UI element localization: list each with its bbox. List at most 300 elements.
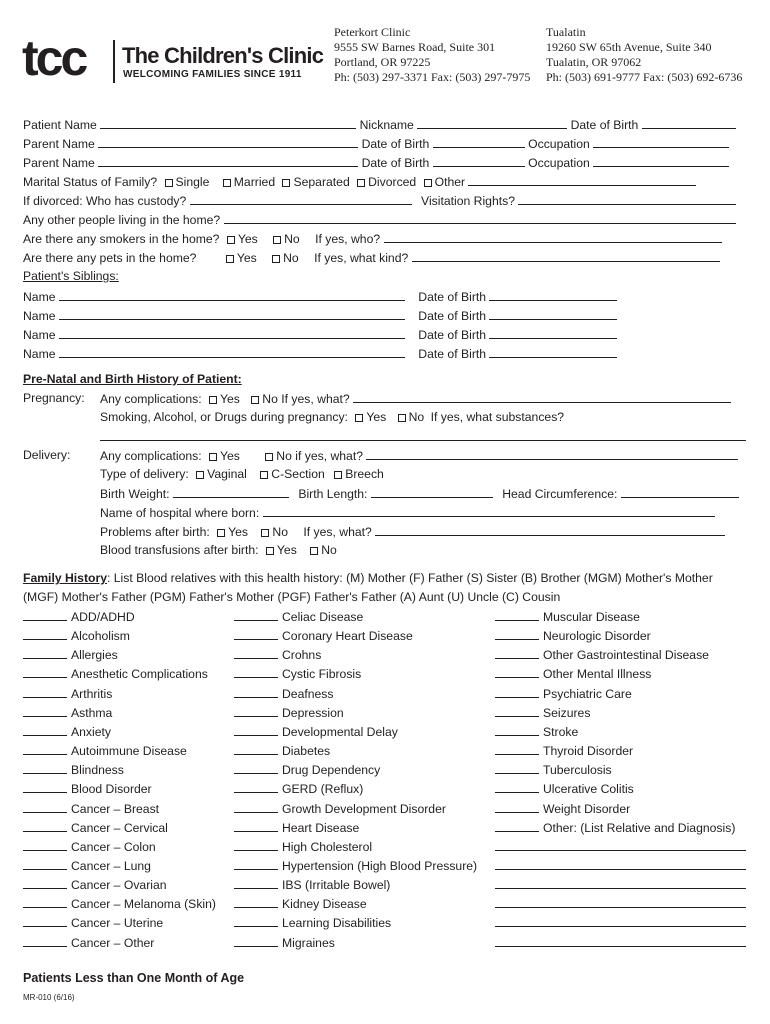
condition-label: Cancer – Uterine [71,916,164,931]
family-history-item [23,706,112,719]
marital-status-row [23,175,696,188]
c-section-label: C-Section [271,467,325,481]
family-history-item [234,648,321,661]
pregnancy-yes-checkbox[interactable] [209,396,217,404]
condition-label: Cancer – Other [71,935,155,950]
smokers-row [23,232,722,245]
custody-row [23,194,736,207]
delivery-no-checkbox[interactable] [265,453,273,461]
relative-field[interactable] [23,725,67,736]
relative-field[interactable] [23,648,67,659]
condition-label: Cancer – Cervical [71,820,168,835]
relative-field[interactable] [23,629,67,640]
condition-label: Tuberculosis [543,763,612,778]
transfusions-no-checkbox[interactable] [310,547,318,555]
family-history-item [23,763,124,776]
family-history-item [234,916,391,929]
relative-field[interactable] [495,744,539,755]
relative-field[interactable] [234,629,278,640]
relative-field[interactable] [234,878,278,889]
family-history-item [23,744,187,757]
condition-label: Migraines [282,935,335,950]
family-history-item [234,763,380,776]
condition-label: Ulcerative Colitis [543,782,634,797]
smokers-label: Are there any smokers in the home? [23,232,220,246]
family-history-item [23,821,168,834]
parent2-occupation-field[interactable] [593,156,729,167]
condition-label: Allergies [71,648,118,663]
delivery-type-label: Type of delivery: [100,467,189,481]
head-circ-field[interactable] [621,487,739,498]
family-history-item [234,840,372,853]
hospital-label: Name of hospital where born: [100,506,260,520]
family-history-item [234,725,398,738]
condition-label: Drug Dependency [282,763,381,778]
family-history-item [234,782,363,795]
transfusions-no-label: No [321,543,337,557]
sibling-row [23,347,617,360]
condition-label: Other: (List Relative and Diagnosis) [543,820,736,835]
family-history-item [23,610,135,623]
condition-label: Asthma [71,705,113,720]
relative-field[interactable] [23,744,67,755]
family-history-item [23,629,130,642]
condition-label: Deafness [282,686,334,701]
relative-field[interactable] [495,706,539,717]
clinic2-address1: 19260 SW 65th Avenue, Suite 340 [546,40,712,54]
condition-label: Cancer – Ovarian [71,878,167,893]
relative-field[interactable] [495,763,539,774]
delivery-complications-field[interactable] [366,449,738,460]
other-checkbox[interactable] [424,179,432,187]
single-label: Single [175,175,210,189]
sibling-dob-field[interactable] [489,347,617,358]
sibling-dob-field[interactable] [489,309,617,320]
condition-label: Kidney Disease [282,897,367,912]
smokers-yes-checkbox[interactable] [227,236,235,244]
condition-label: Seizures [543,705,591,720]
single-checkbox[interactable] [165,179,173,187]
clinic1-address2: Portland, OR 97225 [334,55,431,69]
sibling-name-field[interactable] [59,290,405,301]
relative-field[interactable] [234,936,278,947]
clinic1-address1: 9555 SW Barnes Road, Suite 301 [334,40,496,54]
transfusions-yes-label: Yes [276,543,297,557]
condition-label: Cancer – Breast [71,801,160,816]
relative-field[interactable] [234,648,278,659]
problems-yes-label: Yes [228,525,249,539]
smokers-no-checkbox[interactable] [273,236,281,244]
pregnancy-label: Pregnancy: [23,391,85,405]
parent-name-label: Parent Name [23,156,95,170]
sibling-dob-label: Date of Birth [418,347,487,361]
family-history-item [495,667,651,680]
substances-field[interactable] [100,430,746,441]
clinic2-address2: Tualatin, OR 97062 [546,55,642,69]
sibling-dob-label: Date of Birth [418,290,487,304]
family-history-intro [23,572,713,584]
clinic2-name: Tualatin [546,25,586,39]
condition-label: Cancer – Lung [71,858,151,873]
condition-label: Learning Disabilities [282,916,392,931]
other-diagnosis-line[interactable] [495,859,746,870]
sibling-name-field[interactable] [59,328,405,339]
other-people-row [23,213,736,226]
sibling-dob-field[interactable] [489,290,617,301]
condition-label: Growth Development Disorder [282,801,446,816]
family-history-item [495,802,630,815]
smokers-who-field[interactable] [384,232,722,243]
sibling-row [23,328,617,341]
condition-label: Arthritis [71,686,113,701]
patient-name-field[interactable] [100,118,356,129]
substances-row [100,411,564,423]
parent2-dob-label: Date of Birth [361,156,430,170]
family-history-item [234,821,359,834]
relative-field[interactable] [234,859,278,870]
condition-label: Anxiety [71,724,111,739]
relative-field[interactable] [495,802,539,813]
family-history-item [23,648,118,661]
sibling-name-field[interactable] [59,347,405,358]
family-history-item [495,763,612,776]
family-history-item [23,725,111,738]
relative-field[interactable] [234,763,278,774]
parent1-dob-field[interactable] [433,137,525,148]
family-history-item [23,802,159,815]
logo-divider [113,40,115,83]
parent2-dob-field[interactable] [433,156,525,167]
condition-label: Diabetes [282,744,331,759]
dob-label: Date of Birth [570,118,639,132]
other-field[interactable] [468,175,696,186]
transfusions-yes-checkbox[interactable] [266,547,274,555]
logo-title: The Children's Clinic [122,43,324,68]
relative-field[interactable] [495,667,539,678]
relative-field[interactable] [234,802,278,813]
condition-label: Autoimmune Disease [71,744,187,759]
substances-yes-label: Yes [366,410,387,424]
family-history-item [234,667,361,680]
condition-label: Depression [282,705,344,720]
relative-field[interactable] [495,782,539,793]
pets-label: Are there any pets in the home? [23,251,197,265]
pregnancy-no-checkbox[interactable] [251,396,259,404]
condition-label: Neurologic Disorder [543,629,651,644]
logo-tagline: WELCOMING FAMILIES SINCE 1911 [123,69,302,80]
condition-label: Developmental Delay [282,724,398,739]
family-history-item [495,782,634,795]
condition-label: Crohns [282,648,322,663]
family-history-item [234,744,330,757]
relative-field[interactable] [234,667,278,678]
relative-field[interactable] [495,687,539,698]
sibling-name-label: Name [23,290,56,304]
substances-yes-checkbox[interactable] [355,414,363,422]
problems-label: Problems after birth: [100,525,210,539]
dob-field[interactable] [642,118,736,129]
condition-label: Muscular Disease [543,610,640,624]
custody-field[interactable] [190,194,412,205]
substances-no-label: No [408,410,425,424]
condition-label: IBS (Irritable Bowel) [282,878,391,893]
vaginal-label: Vaginal [207,467,247,481]
parent2-row [23,156,729,169]
condition-label: Celiac Disease [282,610,364,624]
sibling-dob-label: Date of Birth [418,309,487,323]
condition-label: Coronary Heart Disease [282,629,413,644]
parent1-occupation-field[interactable] [593,137,729,148]
clinic1-phone: Ph: (503) 297-3371 Fax: (503) 297-7975 [334,70,531,84]
family-history-item [23,859,151,872]
relative-field[interactable] [23,610,67,621]
separated-label: Separated [293,175,350,189]
relative-field[interactable] [234,821,278,832]
condition-label: ADD/ADHD [71,610,135,624]
pregnancy-complications-row [100,392,731,405]
relative-field[interactable] [234,725,278,736]
family-history-item [234,706,344,719]
family-history-item [495,821,735,834]
other-label: Other [434,175,466,189]
family-history-item [234,687,334,700]
relative-field[interactable] [234,916,278,927]
condition-label: Alcoholism [71,629,130,644]
condition-label: Psychiatric Care [543,686,632,701]
relative-field[interactable] [23,687,67,698]
parent2-occupation-label: Occupation [528,156,590,170]
clinic2-phone: Ph: (503) 691-9777 Fax: (503) 692-6736 [546,70,743,84]
condition-label: Other Mental Illness [543,667,652,682]
family-history-item [23,916,163,929]
pets-kind-field[interactable] [412,251,720,262]
problems-no-label: No [272,525,288,539]
family-history-item [495,706,590,719]
condition-label: Anesthetic Complications [71,667,208,682]
vaginal-checkbox[interactable] [196,471,204,479]
relative-field[interactable] [23,706,67,717]
relative-field[interactable] [234,610,278,621]
transfusions-row [100,544,337,556]
form-code: MR-010 (6/16) [23,993,75,1002]
relative-field[interactable] [23,821,67,832]
family-history-item [234,936,335,949]
relative-field[interactable] [23,782,67,793]
problems-no-checkbox[interactable] [261,529,269,537]
hospital-field[interactable] [263,506,715,517]
condition-label: Cystic Fibrosis [282,667,362,682]
problems-field[interactable] [375,525,725,536]
newborn-heading: Patients Less than One Month of Age [23,971,245,985]
birth-length-label: Birth Length: [298,487,368,501]
pregnancy-no-label: No If yes, what? [262,392,350,406]
relative-field[interactable] [495,629,539,640]
other-diagnosis-line[interactable] [495,878,746,889]
sibling-name-label: Name [23,347,56,361]
pets-yes-checkbox[interactable] [226,255,234,263]
relative-field[interactable] [495,821,539,832]
condition-label: Cancer – Melanoma (Skin) [71,897,216,912]
delivery-type-row [100,468,384,480]
relative-field[interactable] [23,936,67,947]
relative-field[interactable] [234,840,278,851]
smokers-no-label: No [284,232,300,246]
logo-mark: tcc [22,30,86,86]
family-history-item [23,897,216,910]
pregnancy-complications-field[interactable] [353,392,731,403]
condition-label: Heart Disease [282,820,360,835]
separated-checkbox[interactable] [282,179,290,187]
family-history-intro2: (MGF) Mother's Father (PGM) Father's Mother (PGF) Father's Father (A) Aunt (U) Uncle (C) Cousin [23,590,561,604]
other-people-field[interactable] [224,213,736,224]
pets-no-label: No [283,251,299,265]
c-section-checkbox[interactable] [260,471,268,479]
relative-field[interactable] [234,744,278,755]
head-circ-label: Head Circumference: [502,487,618,501]
relative-field[interactable] [234,782,278,793]
marital-status-label: Marital Status of Family? [23,175,158,189]
relative-field[interactable] [23,859,67,870]
family-history-item [234,859,477,872]
parent1-dob-label: Date of Birth [361,137,430,151]
married-checkbox[interactable] [223,179,231,187]
smokers-yes-label: Yes [237,232,258,246]
hospital-row [100,506,715,519]
smokers-who-label: If yes, who? [315,232,381,246]
custody-label: If divorced: Who has custody? [23,194,187,208]
pets-yes-label: Yes [236,251,257,265]
prenatal-heading: Pre-Natal and Birth History of Patient: [23,372,242,386]
condition-label: GERD (Reflux) [282,782,364,797]
other-people-label: Any other people living in the home? [23,213,221,227]
relative-field[interactable] [495,648,539,659]
problems-what-label: If yes, what? [303,525,372,539]
other-diagnosis-line[interactable] [495,916,746,927]
visitation-field[interactable] [518,194,736,205]
condition-label: Blood Disorder [71,782,152,797]
condition-label: Stroke [543,724,579,739]
problems-yes-checkbox[interactable] [217,529,225,537]
condition-label: Cancer – Colon [71,839,156,854]
nickname-label: Nickname [359,118,414,132]
relative-field[interactable] [23,916,67,927]
birth-weight-field[interactable] [173,487,289,498]
relative-field[interactable] [23,897,67,908]
sibling-row [23,309,617,322]
relative-field[interactable] [23,878,67,889]
delivery-complications-label: Any complications: [100,449,202,463]
family-history-item [23,840,156,853]
delivery-no-label: No if yes, what? [276,449,363,463]
condition-label: Other Gastrointestinal Disease [543,648,709,663]
birth-weight-label: Birth Weight: [100,487,170,501]
transfusions-label: Blood transfusions after birth: [100,543,259,557]
parent1-row [23,137,729,150]
pets-kind-label: If yes, what kind? [314,251,409,265]
family-history-item [495,687,632,700]
family-history-item [234,878,390,891]
divorced-checkbox[interactable] [357,179,365,187]
pregnancy-complications-label: Any complications: [100,392,202,406]
substances-field-row [100,430,746,443]
relative-field[interactable] [23,667,67,678]
sibling-row [23,290,617,303]
married-label: Married [233,175,276,189]
condition-label: Hypertension (High Blood Pressure) [282,858,478,873]
family-history-item [234,629,413,642]
relative-field[interactable] [495,610,539,621]
family-history-heading: Family History [23,571,107,585]
other-diagnosis-line[interactable] [495,897,746,908]
condition-label: High Cholesterol [282,839,373,854]
condition-label: Thyroid Disorder [543,744,634,759]
pets-row [23,251,720,264]
parent-name-label: Parent Name [23,137,95,151]
family-history-item [23,687,112,700]
relative-field[interactable] [23,840,67,851]
relative-field[interactable] [234,687,278,698]
sibling-dob-field[interactable] [489,328,617,339]
pets-no-checkbox[interactable] [272,255,280,263]
nickname-field[interactable] [417,118,567,129]
pregnancy-yes-label: Yes [220,392,240,406]
relative-field[interactable] [23,802,67,813]
clinic1-name: Peterkort Clinic [334,25,411,39]
family-history-item [495,610,640,623]
visitation-label: Visitation Rights? [421,194,515,208]
relative-field[interactable] [234,706,278,717]
family-history-intro-text: : List Blood relatives with this health history: (M) Mother (F) Father (S) Sister (B) Brother (MGM) Mother's Mother [107,571,713,585]
delivery-label: Delivery: [23,448,71,462]
sibling-name-field[interactable] [59,309,405,320]
substances-label: Smoking, Alcohol, or Drugs during pregnancy: [100,410,348,424]
sibling-name-label: Name [23,328,56,342]
parent2-name-field[interactable] [98,156,358,167]
family-history-item [23,878,167,891]
substances-what-label: If yes, what substances? [430,410,565,424]
family-history-item [495,725,578,738]
parent1-name-field[interactable] [98,137,358,148]
relative-field[interactable] [234,897,278,908]
problems-row [100,525,725,538]
relative-field[interactable] [23,763,67,774]
relative-field[interactable] [495,725,539,736]
condition-label: Blindness [71,763,124,778]
delivery-yes-checkbox[interactable] [209,453,217,461]
other-diagnosis-line[interactable] [495,840,746,851]
family-history-item [23,936,154,949]
birth-length-field[interactable] [371,487,493,498]
other-diagnosis-line[interactable] [495,936,746,947]
family-history-item [234,610,363,623]
delivery-complications-row [100,449,738,462]
breech-label: Breech [345,467,384,481]
patient-name-row [23,118,736,131]
sibling-name-label: Name [23,309,56,323]
family-history-item [23,782,152,795]
sibling-dob-label: Date of Birth [418,328,487,342]
siblings-heading: Patient's Siblings: [23,269,119,283]
parent1-occupation-label: Occupation [528,137,590,151]
family-history-item [495,744,633,757]
family-history-item [495,648,709,661]
substances-no-checkbox[interactable] [398,414,406,422]
delivery-yes-label: Yes [220,449,240,463]
divorced-label: Divorced [368,175,417,189]
family-history-item [234,897,367,910]
condition-label: Weight Disorder [543,801,631,816]
breech-checkbox[interactable] [334,471,342,479]
